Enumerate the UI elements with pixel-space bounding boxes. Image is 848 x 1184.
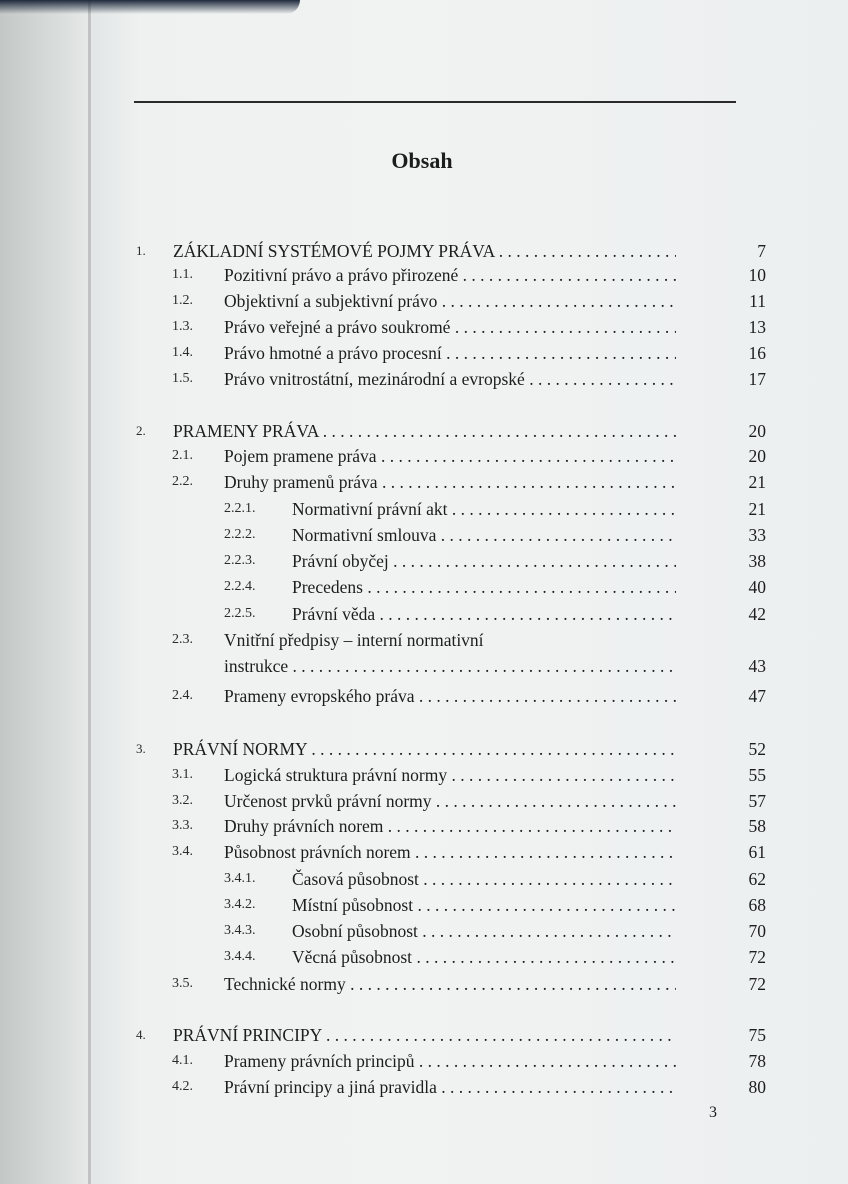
toc-entry-page: 57	[748, 791, 766, 811]
toc-entry-title: ZÁKLADNÍ SYSTÉMOVÉ POJMY PRÁVA . . .	[173, 238, 676, 264]
toc-entry-title: Technické normy . . .	[224, 971, 676, 997]
page-number: 3	[709, 1104, 717, 1121]
toc-entry-number: 2.3.	[172, 632, 193, 647]
toc-entry[interactable]	[0, 1048, 848, 1074]
toc-entry-title: PRÁVNÍ NORMY . . .	[173, 736, 676, 762]
toc-entry-number: 2.2.2.	[224, 527, 256, 542]
toc-entry-number: 2.2.1.	[224, 501, 256, 516]
toc-entry[interactable]	[0, 813, 848, 839]
toc-entry-page: 58	[748, 816, 766, 836]
toc-entry[interactable]	[0, 238, 848, 264]
toc-entry[interactable]	[0, 918, 848, 944]
toc-entry[interactable]	[0, 1022, 848, 1048]
toc-entry-page: 42	[748, 604, 766, 624]
toc-entry-page: 80	[748, 1077, 766, 1097]
toc-entry[interactable]	[0, 548, 848, 574]
toc-entry-title: Vnitřní předpisy – interní normativní	[224, 630, 484, 650]
toc-entry-number: 1.2.	[172, 293, 193, 308]
toc-entry[interactable]	[0, 736, 848, 762]
toc-entry[interactable]	[0, 314, 848, 340]
toc-entry-number: 3.4.1.	[224, 871, 256, 886]
toc-entry-number: 3.	[136, 741, 146, 756]
toc-entry[interactable]	[0, 839, 848, 865]
toc-entry-title: Místní působnost . . .	[292, 892, 676, 918]
toc-entry-page: 72	[748, 947, 766, 967]
toc-entry-page: 20	[748, 421, 766, 441]
toc-entry-number: 3.2.	[172, 793, 193, 808]
toc-entry-title: PRÁVNÍ PRINCIPY . . .	[173, 1022, 676, 1048]
toc-entry-title: Osobní působnost . . .	[292, 918, 676, 944]
toc-entry-page: 13	[748, 317, 766, 337]
toc-entry[interactable]	[0, 262, 848, 288]
toc-entry-number: 3.4.4.	[224, 949, 256, 964]
toc-entry-page: 61	[748, 842, 766, 862]
toc-entry-number: 2.	[136, 423, 146, 438]
toc-entry-title: Prameny právních principů . . .	[224, 1048, 676, 1074]
toc-entry-page: 62	[748, 869, 766, 889]
toc-entry-page: 52	[748, 739, 766, 759]
toc-entry-number: 4.2.	[172, 1079, 193, 1094]
toc-entry-number: 3.4.3.	[224, 923, 256, 938]
toc-entry-number: 2.2.3.	[224, 553, 256, 568]
toc-entry-title: Prameny evropského práva . . .	[224, 683, 676, 709]
toc-entry-page: 43	[748, 656, 766, 676]
toc-heading: Obsah	[391, 148, 453, 173]
toc-entry-page: 70	[748, 921, 766, 941]
toc-entry-title: Právní věda . . .	[292, 601, 676, 627]
toc-entry-page: 75	[748, 1025, 766, 1045]
toc-entry[interactable]	[0, 288, 848, 314]
toc-entry-title: Určenost prvků právní normy . . .	[224, 788, 676, 814]
toc-entry-page: 47	[748, 686, 766, 706]
toc-entry-number: 2.1.	[172, 448, 193, 463]
toc-entry[interactable]	[0, 496, 848, 522]
toc-entry[interactable]	[0, 762, 848, 788]
toc-entry-page: 17	[748, 369, 766, 389]
toc-entry-number: 3.3.	[172, 818, 193, 833]
toc-entry-number: 1.3.	[172, 319, 193, 334]
toc-entry-page: 33	[748, 525, 766, 545]
toc-entry[interactable]	[0, 1074, 848, 1100]
toc-entry[interactable]	[0, 683, 848, 709]
toc-entry[interactable]	[0, 574, 848, 600]
toc-entry-page: 20	[748, 446, 766, 466]
toc-entry-number: 3.4.2.	[224, 897, 256, 912]
toc-entry[interactable]	[0, 340, 848, 366]
toc-entry-number: 2.2.	[172, 474, 193, 489]
toc-entry[interactable]	[0, 627, 848, 653]
toc-entry-page: 21	[748, 472, 766, 492]
toc-entry-number: 2.2.4.	[224, 579, 256, 594]
toc-entry[interactable]	[0, 944, 848, 970]
toc-entry-title: Právo vnitrostátní, mezinárodní a evropské . . .	[224, 366, 676, 392]
toc-entry-page: 7	[757, 241, 766, 261]
toc-entry-title: Druhy právních norem . . .	[224, 813, 676, 839]
toc-entry[interactable]	[0, 469, 848, 495]
toc-entry-number: 1.5.	[172, 371, 193, 386]
toc-entry-number: 2.4.	[172, 688, 193, 703]
toc-entry[interactable]	[0, 892, 848, 918]
toc-entry-page: 68	[748, 895, 766, 915]
toc-entry-page: 72	[748, 974, 766, 994]
toc-entry-title: Pojem pramene práva . . .	[224, 443, 676, 469]
toc-entry-title: Právní principy a jiná pravidla . . .	[224, 1074, 676, 1100]
toc-entry-number: 3.5.	[172, 976, 193, 991]
toc-entry-page: 55	[748, 765, 766, 785]
toc-entry-number: 3.4.	[172, 844, 193, 859]
toc-entry-title: Časová působnost . . .	[292, 866, 676, 892]
toc-entry-number: 4.	[136, 1027, 146, 1042]
toc-entry-page: 16	[748, 343, 766, 363]
toc-entry-title: Právo hmotné a právo procesní . . .	[224, 340, 676, 366]
toc-entry-number: 4.1.	[172, 1053, 193, 1068]
toc-entry-title: Precedens . . .	[292, 574, 676, 600]
toc-entry-title: Normativní právní akt . . .	[292, 496, 676, 522]
toc-entry[interactable]	[0, 866, 848, 892]
toc-entry-number: 1.1.	[172, 267, 193, 282]
toc-entry-title: Logická struktura právní normy . . .	[224, 762, 676, 788]
toc-entry-number: 3.1.	[172, 767, 193, 782]
toc-entry[interactable]	[0, 366, 848, 392]
toc-entry[interactable]	[0, 653, 848, 679]
toc-entry[interactable]	[0, 601, 848, 627]
toc-entry-title: Právo veřejné a právo soukromé . . .	[224, 314, 676, 340]
toc-entry[interactable]	[0, 418, 848, 444]
toc-entry-page: 78	[748, 1051, 766, 1071]
toc-entry-number: 1.4.	[172, 345, 193, 360]
toc-entry-title: Objektivní a subjektivní právo . . .	[224, 288, 676, 314]
toc-entry-title: Právní obyčej . . .	[292, 548, 676, 574]
toc-entry-title: Pozitivní právo a právo přirozené . . .	[224, 262, 676, 288]
toc-entry[interactable]	[0, 522, 848, 548]
toc-entry-page: 21	[748, 499, 766, 519]
toc-entry-page: 11	[749, 291, 766, 311]
toc-entry[interactable]	[0, 443, 848, 469]
toc-entry-page: 40	[748, 577, 766, 597]
toc-entry[interactable]	[0, 788, 848, 814]
toc-entry-title: Normativní smlouva . . .	[292, 522, 676, 548]
toc-entry-title: Druhy pramenů práva . . .	[224, 469, 676, 495]
toc-entry-number: 1.	[136, 243, 146, 258]
toc-entry-title: Věcná působnost . . .	[292, 944, 676, 970]
toc-entry-number: 2.2.5.	[224, 606, 256, 621]
toc-entry-title: PRAMENY PRÁVA . . .	[173, 418, 676, 444]
toc-entry-title: instrukce . . .	[224, 653, 676, 679]
toc-entry-page: 38	[748, 551, 766, 571]
toc-entry-page: 10	[748, 265, 766, 285]
toc-entry[interactable]	[0, 971, 848, 997]
toc-entry-title: Působnost právních norem . . .	[224, 839, 676, 865]
